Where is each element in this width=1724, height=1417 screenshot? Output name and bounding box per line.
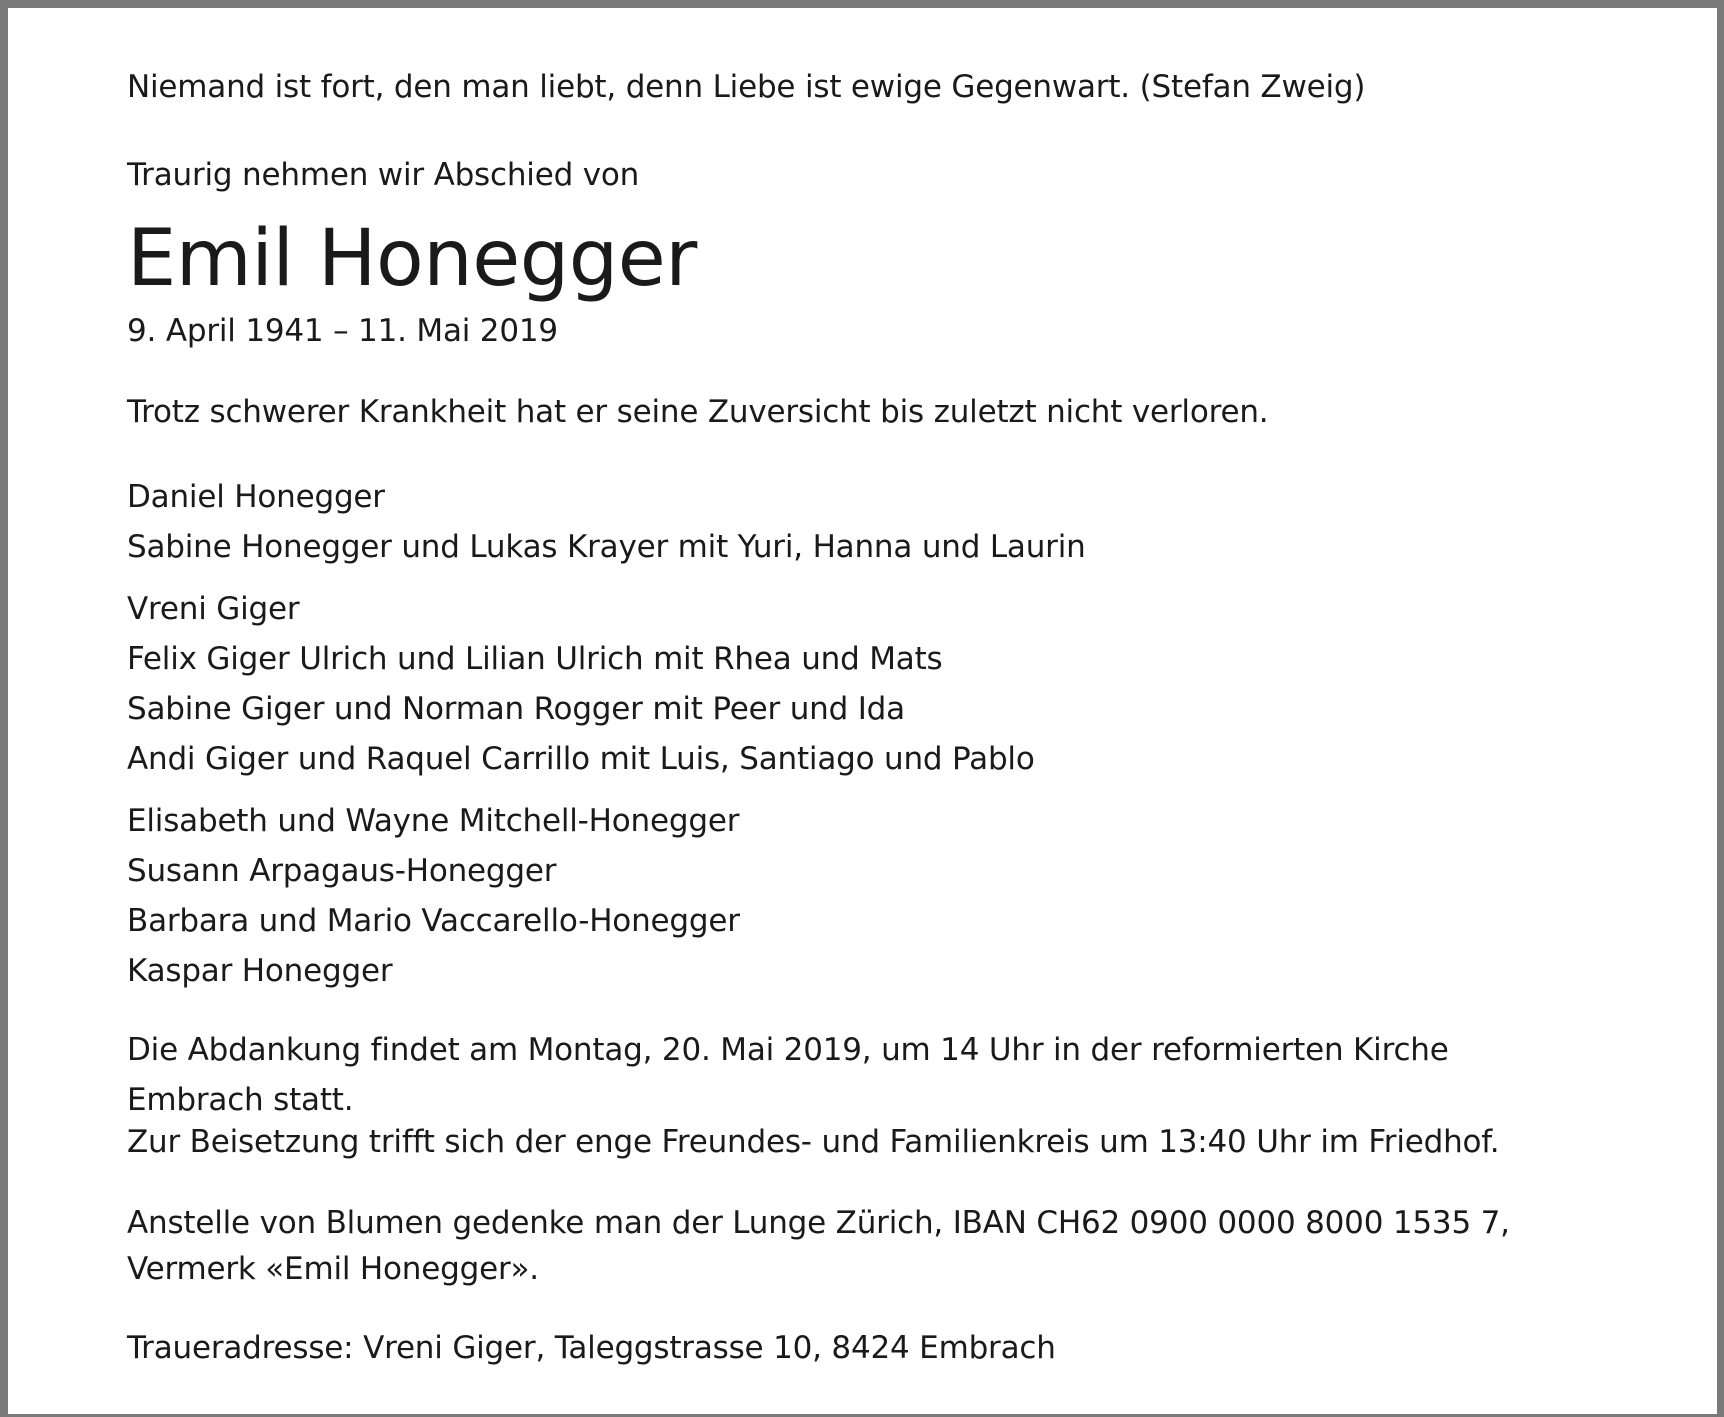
mourner-line: Felix Giger Ulrich und Lilian Ulrich mit Rhea und Mats [127, 641, 943, 677]
intro-text: Traurig nehmen wir Abschied von [127, 157, 640, 193]
quote: Niemand ist fort, den man liebt, denn Liebe ist ewige Gegenwart. (Stefan Zweig) [127, 69, 1366, 105]
statement: Trotz schwerer Krankheit hat er seine Zuversicht bis zuletzt nicht verloren. [127, 394, 1269, 430]
deceased-name: Emil Honegger [127, 214, 697, 304]
mourner-line: Elisabeth und Wayne Mitchell-Honegger [127, 803, 740, 839]
mourner-line: Susann Arpagaus-Honegger [127, 853, 557, 889]
mourner-line: Vreni Giger [127, 591, 300, 627]
burial-info: Zur Beisetzung trifft sich der enge Freundes- und Familienkreis um 13:40 Uhr im Friedhof. [127, 1124, 1500, 1160]
donation-info: Anstelle von Blumen gedenke man der Lunge Zürich, IBAN CH62 0900 0000 8000 1535 7, [127, 1205, 1510, 1241]
mourner-line: Sabine Honegger und Lukas Krayer mit Yuri, Hanna und Laurin [127, 529, 1086, 565]
mourner-line: Barbara und Mario Vaccarello-Honegger [127, 903, 740, 939]
service-info: Embrach statt. [127, 1082, 354, 1118]
service-info: Die Abdankung findet am Montag, 20. Mai 2019, um 14 Uhr in der reformierten Kirche [127, 1032, 1449, 1068]
mourning-address: Traueradresse: Vreni Giger, Taleggstrasse 10, 8424 Embrach [127, 1330, 1056, 1366]
life-dates: 9. April 1941 – 11. Mai 2019 [127, 313, 558, 349]
mourner-line: Kaspar Honegger [127, 953, 393, 989]
mourner-line: Daniel Honegger [127, 479, 385, 515]
donation-info: Vermerk «Emil Honegger». [127, 1251, 539, 1287]
mourner-line: Sabine Giger und Norman Rogger mit Peer und Ida [127, 691, 905, 727]
mourner-line: Andi Giger und Raquel Carrillo mit Luis, Santiago und Pablo [127, 741, 1035, 777]
